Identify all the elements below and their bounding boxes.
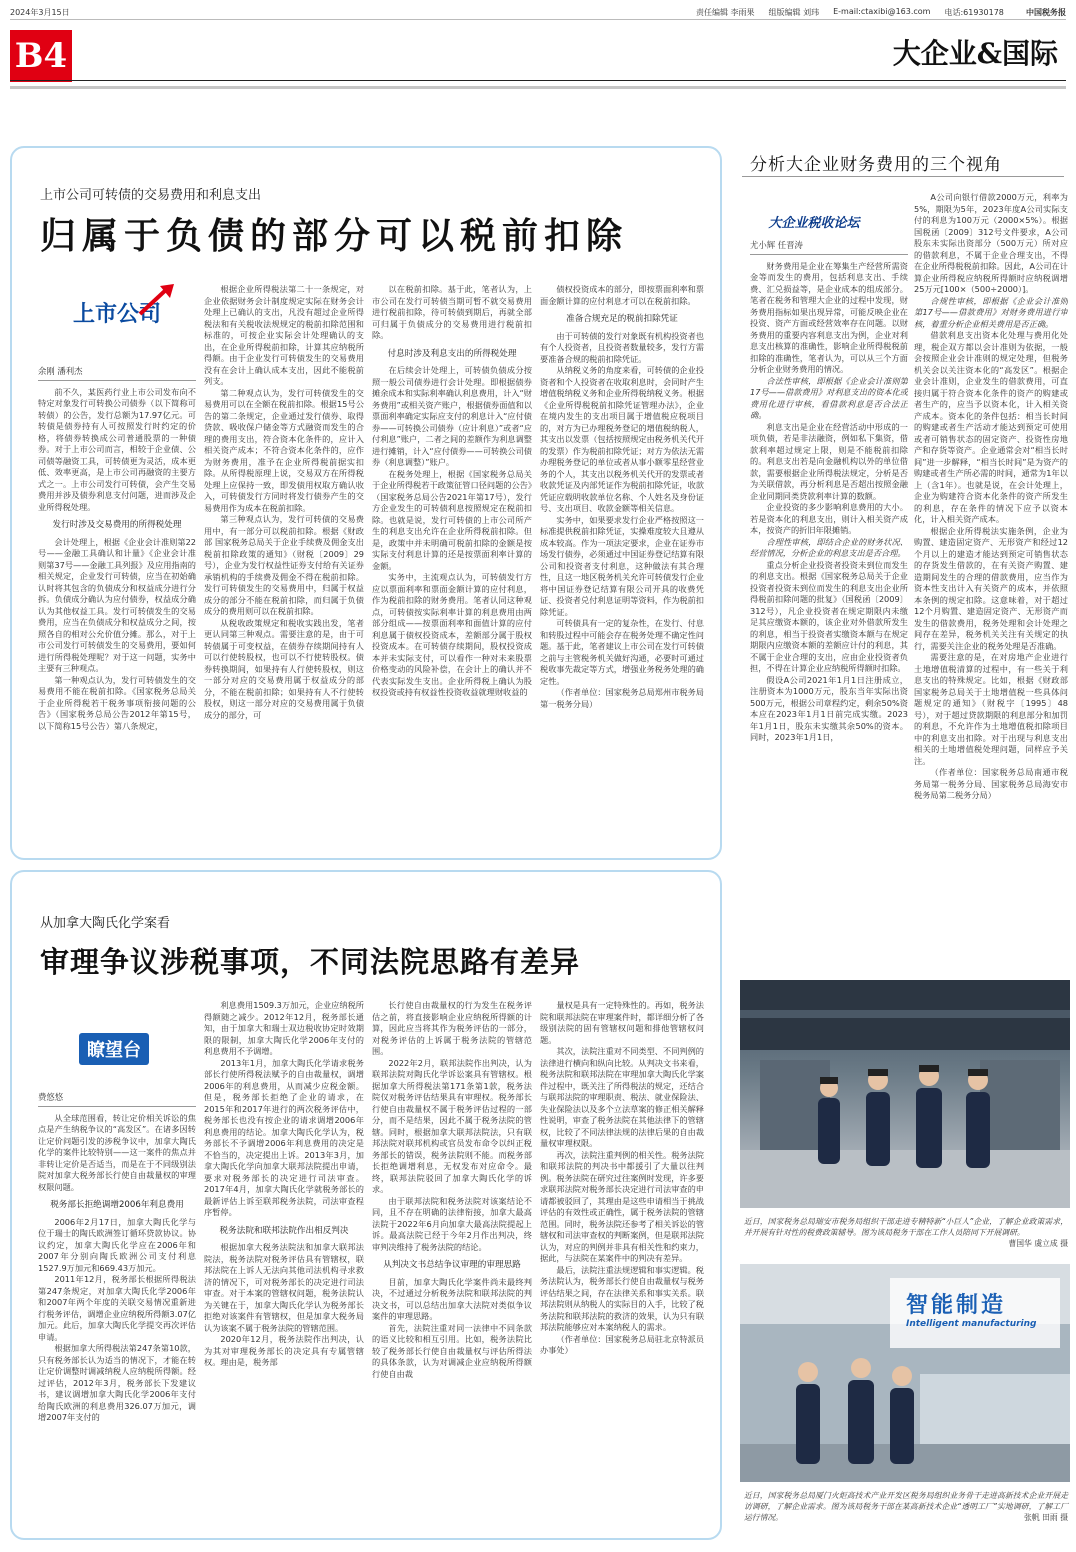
paragraph: 债权投资成本的部分，即按票面利率和票面金额计算的应付利息才可以在税前扣除。 (540, 284, 704, 306)
paragraph: 最后，法院注重法规逻辑和事实逻辑。税务法院认为，税务部长行使自由裁量权与税务评估结果之间，存在法律关系和事实关系。联邦法院则从纳税人的实际目的入手，比较了税务法院和联邦法院的救济的效果，认为只有联邦法院能够应对本案纳税人的需求。 (540, 1264, 704, 1332)
paragraph: 其次，法院注重对不同类型、不同判例的法律进行横向和纵向比较。从判决文书来看，税务法院和联邦法院在审理加拿大陶氏化学案件过程中，既关注了所得税法的规定，还结合与联邦法院的审理职责、税法、就业保险法、失业保险法以及多个立法草案的修正相关解释性说明，审查了税务法院在其他法律下的管辖权，比较了不同法律法规的法律后果的自由裁量权审理权限。 (540, 1046, 704, 1148)
article2-title: 审理争议涉税事项，不同法院思路有差异 (40, 945, 581, 979)
paragraph: 可转债具有一定的复杂性，在发行、付息和转股过程中可能会存在税务处理不确定性问题。基于此，笔者建议上市公司在发行可转债之前与主管税务机关做好沟通，必要时可通过税收事先裁定等方式，增强业务税务处理的确定性。 (540, 618, 704, 686)
masthead (10, 6, 1066, 20)
photo-smart-factory (740, 1264, 1070, 1482)
subheading: 从判决文书总结争议审理的审理思路 (383, 1260, 521, 1270)
title-rule (742, 176, 1064, 177)
paragraph: 根据企业所得税法实施条例，企业为购置、建造固定资产、无形资产和经过12个月以上的建造才能达到预定可销售状态的存货发生借款的，在有关资产购置、建造期间发生的合理的借款费用，应当作为资本性支出计入有关资产的成本，并依照本条例的规定扣除。这意味着，对于超过12个月购置、建造固定资产、无形资产而发生的借款费用，税务处理和会计处理之间存在差异，税务机关关注有关规定的执行，需要关注企业的税务处理是否准确。 (914, 525, 1068, 651)
photo-credit: 张帆 田雨 摄 (1024, 1513, 1068, 1522)
article1-column-2 (204, 284, 364, 846)
section-title: 大企业&国际 (892, 37, 1058, 70)
article2-column-1 (38, 1092, 196, 1532)
paragraph: 利息支出是企业在经营活动中形成的一项负债，若是非法融资，例如私下集资，借款利率超过规定上限，则是不能税前扣除的。利息支出若是向金融机构以外的单位借款，需要根据企业所得税法规定，分析是否为关联借款，再分析利息是否超出按照金融企业同期同类贷款利率计算的数额。 (750, 421, 908, 501)
phone: 电话:61930178 (944, 8, 1004, 17)
photo-tax-officers-visit (740, 980, 1070, 1208)
paragraph: A公司向银行借款2000万元，利率为5%，期限为5年，2023年度A公司实际支付的利息为100万元（2000×5%）。根据国税函〔2009〕312号文件要求，A公司股东未实际出资部分（500万元）所对应的借款利息，不属于企业合理支出，不得在企业所得税税前扣除。因此，A公司在计算企业所得税应纳税所得额时应纳税调增25万元[100×（500÷2000）]。 (914, 192, 1068, 294)
article1-column-4 (540, 284, 704, 846)
layout-editor: 组版编辑 刘玮 (768, 8, 820, 17)
editor-info (696, 7, 1004, 18)
photo2-caption (744, 1490, 1068, 1523)
article1-author: 余刚 潘利杰 (38, 366, 196, 381)
paragraph: （作者单位：国家税务总局驻北京特派员办事处） (540, 1333, 704, 1355)
paragraph: 实务中，如果要求发行企业严格按照这一标准提供税前扣除凭证，实操难度较大且遵从成本较高。作为一项法定要求，企业在证券市场发行债券，必须通过中国证券登记结算有限公司和投资者支付利息，这种做法有其合理性，且这一地区税务机关允许可转债发行企业将中国证券登记结算有限公司开具的收费凭证、投资者兑付利息证明等资料，作为税前扣除凭证。 (540, 514, 704, 617)
paragraph: 企业投资的多少影响利息费用的大小。若是资本化的利息支出，则计入相关资产成本，按资产的折旧年限摊销。 (750, 502, 908, 535)
article2-column-4 (540, 1000, 704, 1532)
paragraph: 量权是具有一定特殊性的。再如，税务法院和联邦法院在审理案件时，都详细分析了各级别法院的固有管辖权问题和排他管辖权问题。 (540, 1000, 704, 1045)
author-affiliation: （作者单位：国家税务总局南通市税务局第一税务分局、国家税务总局海安市税务局第二税务分局） (914, 767, 1068, 800)
article3-column-2 (914, 192, 1068, 970)
article1-column-1 (38, 366, 196, 846)
paragraph: 利息费用1509.3万加元，企业应纳税所得额随之减少。2012年12月，税务部长通知，由于加拿大和瑞士双边税收协定时效期限的限制，加拿大陶氏化学2006年支付的利息费用不予调增。 (204, 1000, 364, 1056)
author-affiliation: （作者单位：国家税务总局郑州市税务局第一税务分局） (540, 687, 704, 709)
caption-text: 近日，国家税务总局瑞安市税务局组织干部走进专精特新“小巨人”企业，了解企业政策需求，并开展有针对性的税费政策辅导。图为该局税务干部在工作人员陪同下开展调研。 (744, 1217, 1068, 1237)
article1-title: 归属于负债的部分可以税前扣除 (40, 215, 629, 257)
lookout-logo (66, 1034, 162, 1064)
paragraph: 第三种观点认为，发行可转债的交易费用中，有一部分可以税前扣除。根据《财政部 国家税务总局关于企业手续费及佣金支出税前扣除政策的通知》（财税〔2009〕29号），企业为发行权益性证券支付给有关证券承销机构的手续费及佣金不得在税前扣除。发行可转债发生的交易费用中，归属于权益成分的部分不能在税前扣除，而归属于负债成分的费用则可以在税前扣除。 (204, 514, 364, 616)
article3-author: 尤小辉 任晋涛 (750, 240, 908, 255)
factory-sign (906, 1288, 1036, 1329)
paragraph: 根据加拿大税务法院法和加拿大联邦法院法，税务法院对税务评估具有管辖权，联邦法院在上诉人无法向其他司法机构寻求救济的情况下，可对税务部长的决定进行司法审查。对于本案的管辖权问题，税务法院认为关键在于，加拿大陶氏化学认为税务部长拒绝对该案件有管辖权，但是加拿大税务局认为该案不属于税务法院的管辖范围。 (204, 1242, 364, 1333)
paragraph: 2011年12月，税务部长根据所得税法第247条规定，对加拿大陶氏化学2006年和2007年两个年度的关联交易情况重新进行税务评估，调增企业应纳税所得额3.07亿加元。此后，加拿大陶氏化学提交再次评估申请。 (38, 1274, 196, 1342)
article2-column-2 (204, 1000, 364, 1532)
logo-text: 大企业税收论坛 (768, 215, 860, 231)
sign-chinese: 智能制造 (906, 1293, 1007, 1318)
subheading: 发行时涉及交易费用的所得税处理 (52, 520, 182, 530)
paragraph: 从全球范围看，转让定价相关诉讼的焦点是产生纳税争议的“高发区”。在诸多因转让定价问题引发的涉税争议中，加拿大陶氏化学的案件比较特别——这一案件的焦点并非转让定价是否适当，而是在于不同级别法院对加拿大税务部长行使自由裁量权的审理权限问题。 (38, 1112, 196, 1192)
paragraph: 从税收政策规定和税收实践出发，笔者更认同第三种观点。需要注意的是，由于可转债属于可变权益，在债券存续期间持有人可以行使转股权，也可以不行使转股权。债券转换期间，如果持有人行使转股权，则这一部分对应的交易费用属于权益成分的部分，不能在税前扣除；如果持有人不行使转股权，则这一部分对应的交易费用属于负债成分的部分，可 (204, 617, 364, 720)
paragraph: 在税务处理上，根据《国家税务总局关于企业所得税若干政策征管口径问题的公告》（国家税务总局公告2021年第17号），发行方企业发生的可转债利息按照规定在税前扣除。也就是说，发行可转债的上市公司所产生的利息支出允许在企业所得税前扣除。但是，政策中并未明确可税前扣除的金额是按实际支付利息计算的还是按票面利率计算的金额。 (372, 468, 532, 571)
paragraph: 第二种观点认为，发行可转债发生的交易费用可以在全额在税前扣除。根据15号公告的第二条规定，企业通过发行债券、取得贷款、吸收保户储金等方式融资而发生的合理的费用支出，符合资本化条件的，应计入相关资产成本；不符合资本化条件的，应作为财务费用，准予在企业所得税前据实扣除。从所得税原理上说，交易双方在所得税处理上应保持一致，即发债用权取方确认收入，可转债发行方同时将发行债券产生的交易费用作为成本在税前扣除。 (204, 387, 364, 513)
paragraph: 会计处理上，根据《企业会计准则第22号——金融工具确认和计量》《企业会计准则第37号——金融工具列报》及应用指南的相关规定，企业发行可转债，应当在初始确认时将其包含的负债成分和权益成分进行分拆。负债成分确认为应付债券，权益成分确认为其他权益工具。发行可转债发生的交易费用，应当在负债成分和权益成分之间，按照各自的相对公允价值分摊。那么，对于上市公司发行可转债发生的交易费用，要如何进行所得税处理呢？对于这一问题，实务中主要有三种观点。 (38, 536, 196, 673)
paragraph: 2022年2月，联邦法院作出判决，认为联邦法院对陶氏化学诉讼案具有管辖权。根据加拿大所得税法第171条第1款，税务法院仅对税务评估结果具有审理权。税务部长行使自由裁量权不属于税务评估过程的一部分，而不是结果，因此不属于税务法院的管辖。同时，根据加拿大联邦法院法，只有联邦法院对联邦机构或官员发布命令以纠正税务部长的错误，税务法院则不能。而税务部长拒绝调增利息，无权发布对应命令。最终，联邦法院驳回了加拿大陶氏化学的诉求。 (372, 1057, 532, 1194)
email: E-mail:ctaxibi@163.com (833, 7, 931, 16)
logo-text: 上市公司 (72, 300, 161, 327)
paragraph: 由于可转债的发行对象既有机构投资者也有个人投资者，且投资者数量较多，发行方需要准备合规的税前扣除凭证。 (540, 330, 704, 364)
article1-kicker: 上市公司可转债的交易费用和利息支出 (40, 188, 262, 203)
paragraph: 2020年12月，税务法院作出判决，认为其对审理税务部长的决定具有专属管辖权。理由是，税务部 (204, 1334, 364, 1367)
paragraph: 以在税前扣除。基于此，笔者认为，上市公司在发行可转债当期可暂不就交易费用进行税前扣除，待可转债到期后，再就全部可归属于负债成分的交易费用进行税前扣除。 (372, 284, 532, 340)
paragraph: 借款利息支出资本化处理与费用化处理，税企双方都以会计准则为依据，一般会按照企业会计准则的规定处理，但税务机关会以关注资本化的“高发区”。根据企业会计准则，企业发生的借款费用，可直接归属于符合资本化条件的资产的购建或者生产的，应当予以资本化，计入相关资产成本。资本化的条件包括：相当长时间的购建或者生产活动才能达到预定可使用或者可销售状态的固定资产、投资性房地产和存货等资产。企业通常会对“相当长时间”进一步解释，“相当长时间”是为资产的购建或者生产所必需的时间，通常为1年以上（含1年）。也就是说，在会计处理上，企业为购建符合资本化条件的资产所发生的利息，存在条件的情况下应予以资本化，计入相关资产成本。 (914, 330, 1068, 524)
subheading: 付息时涉及利息支出的所得税处理 (387, 348, 517, 359)
paragraph: 目前，加拿大陶氏化学案件尚未最终判决，不过通过分析税务法院和联邦法院的判决文书，可以总结出加拿大法院对类似争议案件的审理思路。 (372, 1276, 532, 1321)
sign-english: Intelligent manufacturing (906, 1319, 1037, 1329)
italic-subheading: 合理性审核，即结合企业的财务状况、经营情况，分析企业的利息支出是否合理。 (750, 536, 908, 558)
paragraph: 长行使自由裁量权的行为发生在税务评估之前，将直接影响企业应纳税所得额的计算，因此应当将其作为税务评估的一部分，对税务评估的上诉属于税务法院的管辖范围。 (372, 1000, 532, 1056)
paragraph: 第一种观点认为，发行可转债发生的交易费用不能在税前扣除。《国家税务总局关于企业所得税若干税务事项衔接问题的公告》（国家税务总局公告2012年第15号，以下简称15号公告）第八条规定， (38, 674, 196, 731)
enterprise-tax-forum-logo (764, 208, 864, 234)
paragraph: 由于联邦法院和税务法院对该案结论不同，且不存在明确的法律衔接，加拿大最高法院于2022年6月向加拿大最高法院提起上诉。最高法院已经于今年2月作出判决，终审判决维持了税务法院的结论。 (372, 1195, 532, 1252)
article1-column-3 (372, 284, 532, 846)
paragraph: 根据加拿大所得税法第247条第10款，只有税务部长认为适当的情况下，才能在转让定价调整时调减纳税人应纳税所得额。经过评估，2012年3月，税务部长下发建议书，建议调增加拿大陶氏化学2006年支付给陶氏欧洲的利息费用326.07万加元，调增2007年支付的 (38, 1343, 196, 1422)
listed-company-logo (62, 282, 172, 342)
subheading: 税务法院和联邦法院作出相反判决 (219, 1225, 349, 1236)
article3-title: 分析大企业财务费用的三个视角 (750, 155, 1002, 175)
photo1-caption (744, 1216, 1068, 1249)
italic-subheading: 合规性审核，即根据《企业会计准则第17号——借款费用》对财务费用进行审核，着重分析企业相关费用是否正确。 (914, 295, 1068, 329)
issue-date: 2024年3月15日 (10, 8, 70, 17)
paragraph: 实务中，主流观点认为，可转债发行方应以票面利率和票面金额计算的应付利息，作为税前扣除的财务费用。笔者认同这种观点，可转债按实际利率计算的利息费用由两部分组成——按票面利率和面值计算的应付利息属于债权投资成本，差额部分属于股权投资成本。在可转债存续期间，股权投资成本并未实际支付，可以看作一种对未来股票价格变动的风险补偿，在会计上的确认并不代表实际发生支出。企业所得税上确认为股权投资或持有权益性投资收益就理财收益的 (372, 572, 532, 697)
subheading: 税务部长拒绝调增2006年利息费用 (50, 1200, 184, 1210)
logo-text: 瞭望台 (79, 1033, 149, 1065)
article2-kicker: 从加拿大陶氏化学案看 (40, 916, 171, 931)
paragraph: 在后续会计处理上，可转债负债成分按照一般公司债券进行会计处理。即根据债券摊余成本和实际利率确认利息费用，计入“财务费用”或相关资产账户，根据债券面值和以票面利率确定实际应支付的利息计入“应付债券——可转换公司债券（应计利息）”或者“应付利息”账户，二者之间的差额作为利息调整进行摊销，计入“应付债券——可转换公司债券（利息调整）”账户。 (372, 365, 532, 467)
article2-column-3 (372, 1000, 532, 1532)
paragraph: 2013年1月，加拿大陶氏化学请求税务部长行使所得税法赋予的自由裁量权，调增2006年的利息费用，从而减少应税金额。但是，税务部长拒绝了企业的请求，在2015年和2017年进行的两次税务评估中，税务部长也没有按企业的请求调增2006年利息费用的结论。加拿大陶氏化学认为，税务部长不予调增2006年利息费用的决定是不恰当的，决定提出上诉。2013年3月，加拿大陶氏化学向加拿大联邦法院提出申请，要求对税务部长的决定进行司法审查。2017年4月，加拿大陶氏化学就税务部长的最新评估上诉至联邦税务法院，司法审查程序暂停。 (204, 1057, 364, 1217)
subheading: 准备合规充足的税前扣除凭证 (566, 314, 678, 324)
page-number: B4 (10, 30, 72, 82)
arrow-up-icon (138, 282, 178, 316)
paragraph: 需要注意的是，在对房地产企业进行土地增值税清算的过程中，有一些关于利息支出的特殊规定。比如，根据《财政部 国家税务总局关于土地增值税一些具体问题规定的通知》（财税字〔1995〕48号），对于超过贷款期限的利息部分和加罚的利息，不允许作为土地增值税扣除项目中的利息支出扣除。对于出现与利息支出相关的土地增值税处理问题，同样应予关注。 (914, 652, 1068, 766)
article2-author: 费悠悠 (38, 1092, 196, 1107)
paragraph: 2006年2月17日，加拿大陶氏化学与位于瑞士的陶氏欧洲签订循环贷款协议。协议约定，加拿大陶氏化学应在2006年和2007年分别向陶氏欧洲公司支付利息1527.9万加元和669.43万加元。 (38, 1216, 196, 1273)
paragraph: 财务费用是企业在筹集生产经营所需资金等而发生的费用，包括利息支出、手续费、汇兑损益等，是企业成本的组成部分。笔者在税务和管理大企业的过程中发现，财务费用指标如果出现异常，可能反映企业在投资、资产方面或经营效率存在问题。以财务费用的重要内容利息支出为例，企业对利息支出核算的准确性，影响企业所得税税前扣除的准确性，笔者认为，可以从三个方面分析企业财务费用的情况。 (750, 260, 908, 374)
paragraph: 从纳税义务的角度来看，可转债的企业投资者和个人投资者在收取利息时，会同时产生增值税纳税义务和企业所得税纳税义务。根据《企业所得税税前扣除凭证管理办法》，企业在境内发生的支出项目属于增值税应税项目的，对方为已办理税务登记的增值税纳税人，其支出以发票（包括按照规定由税务机关代开的发票）作为税前扣除凭证；对方为依法无需办理税务登记的单位或者从事小额零星经营业务的个人，其支出以税务机关代开的发票或者收款凭证及内部凭证作为税前扣除凭证，收款凭证应载明收款单位名称、个人姓名及身份证号、支出项目、收款金额等相关信息。 (540, 365, 704, 513)
caption-text: 近日，国家税务总局厦门火炬高技术产业开发区税务局组织业务骨干走进高新技术企业开展走访调研，了解企业需求。图为该局税务干部在某高新技术企业“透明工厂”实地调研，了解工厂运行情况。 (744, 1491, 1068, 1522)
scene-illustration (740, 980, 1070, 1208)
article3-column-1 (750, 240, 908, 970)
paper-name: 中国税务报 (1026, 8, 1066, 17)
header-rule-thick (10, 86, 1066, 89)
paragraph: 再次，法院注重判例的相关性。税务法院和联邦法院的判决书中都援引了大量以往判例。税务法院在研究过往案例时发现，许多要求联邦法院对税务部长决定进行司法审查的申请都被驳回了，其理由是这些申请相当于挑战评估的有效性或正确性，属于税务法院的管辖范围。同时，税务法院还参考了相关诉讼的管辖权和司法审查权的判断案例，但是联邦法院认为，对应的判例并非具有相关性和约束力，据此，与法院在某案件中的判决有差异。 (540, 1149, 704, 1263)
paragraph: 首先，法院注重对同一法律中不同条款的语义比较和相互引用。比如，税务法院比较了税务部长行使自由裁量权与评估所得法的具体条款，认为对调减企业应纳税所得额行使自由裁 (372, 1322, 532, 1379)
paragraph: 前不久，某医药行业上市公司发布向不特定对象发行可转换公司债券（以下简称可转债）的公告，发行总额为17.97亿元。可转债是债券持有人可按照发行时约定的价格，将债券转换成公司普通股票的一种债券。对于上市公司而言，相较于企业债、公司债等融资工具，可转债更为灵活，成本更低、效率更高，是上市公司再融资的主要方式之一。上市公司发行可转债，会产生交易费用并涉及债券利息支付问题，进而涉及企业所得税处理。 (38, 386, 196, 512)
paragraph: 根据企业所得税法第二十一条规定，对企业依据财务会计制度规定实际在财务会计处理上已确认的支出，凡没有超过企业所得税法和有关税收法规规定的税前扣除范围和标准的，可按企业实际会计处理确认的支出，在企业所得税前扣除，计算其应纳税所得额。由于企业发行可转债发生的交易费用没有在会计上确认成本支出，因此不能税前列支。 (204, 284, 364, 386)
editor: 责任编辑 李雨果 (696, 8, 755, 17)
paragraph: 重点分析企业投资者投资未到位而发生的利息支出。根据《国家税务总局关于企业投资者投资未到位而发生的利息支出企业所得税前扣除问题的批复》（国税函〔2009〕312号），凡企业投资者在规定期限内未缴足其应缴资本额的，该企业对外借款所发生的利息，相当于投资者实缴资本额与在规定期限内应缴资本额的差额应计付的利息，其不属于企业合理的支出，应由企业投资者负担，不得在计算企业应纳税所得额时扣除。 (750, 559, 908, 673)
italic-subheading: 合法性审核，即根据《企业会计准则第17号——借款费用》对利息支出的资本化或费用化进行审核，看借款利息是否合法正确。 (750, 375, 908, 420)
header-rule (10, 80, 1066, 81)
photo-credit: 曹国华 虞立成 摄 (1008, 1239, 1068, 1248)
paragraph: 假设A公司2021年1月1日注册成立，注册资本为1000万元，股东当年实际出资500万元，根据公司章程约定，剩余50%资本应在2023年1月1日前完成实缴。2023年1月1日，股东未实缴其余50%的资本。同时，2023年1月1日， (750, 674, 908, 742)
